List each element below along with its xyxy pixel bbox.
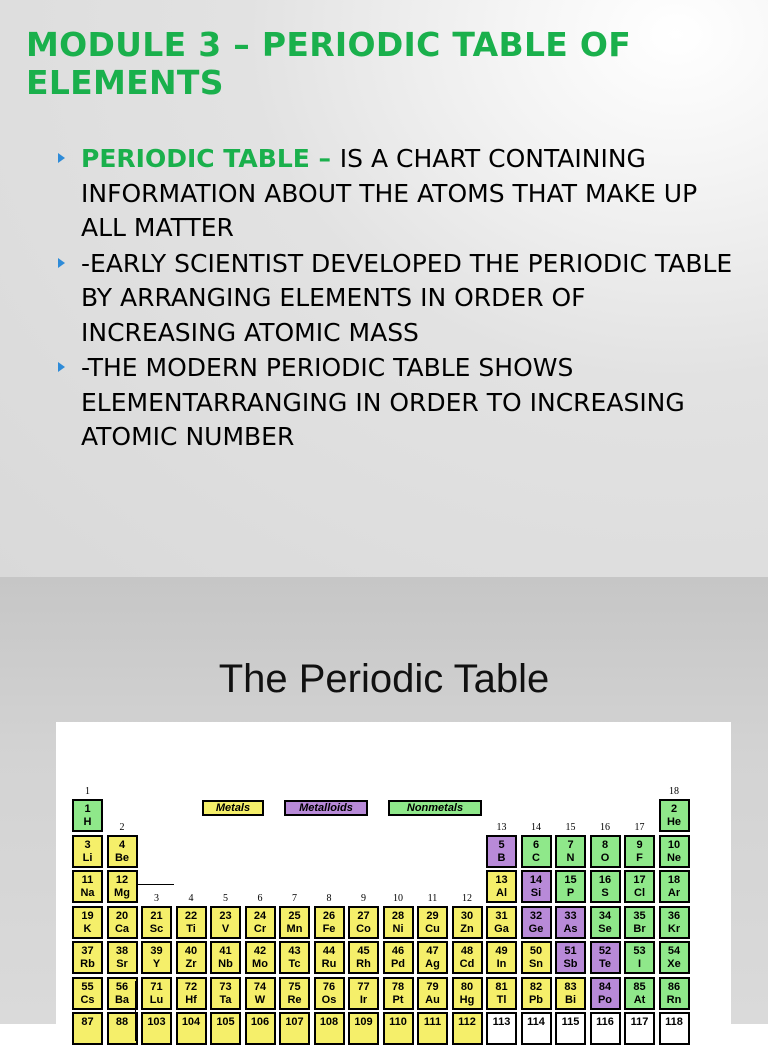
element-cell [314, 941, 345, 974]
element-symbol: Ta [219, 993, 232, 1006]
element-symbol: Co [356, 922, 371, 935]
atomic-number: 43 [288, 945, 301, 957]
element-cell [107, 1012, 138, 1045]
atomic-number: 12 [115, 874, 129, 886]
atomic-number: 106 [250, 1016, 270, 1028]
element-symbol: B [497, 851, 506, 864]
element-cell [348, 977, 379, 1010]
atomic-number: 76 [322, 980, 336, 993]
element-cell [624, 870, 655, 903]
atomic-number: 44 [322, 945, 336, 957]
element-symbol: Sn [528, 958, 544, 970]
element-cell [141, 1012, 172, 1045]
element-cell [314, 977, 345, 1010]
group-number: 6 [257, 892, 263, 904]
element-symbol: O [600, 851, 610, 864]
atomic-number: 15 [564, 874, 577, 886]
atomic-number: 35 [633, 909, 646, 922]
element-cell [210, 977, 241, 1010]
lanthanide-connector [135, 981, 136, 1041]
element-cell [417, 977, 448, 1010]
element-symbol: Ga [494, 922, 509, 935]
element-cell [452, 977, 483, 1010]
atomic-number: 117 [630, 1016, 649, 1028]
group-number: 18 [669, 786, 679, 797]
element-symbol: Be [114, 851, 130, 864]
atomic-number: 54 [667, 945, 681, 957]
element-cell [486, 977, 517, 1010]
group-number: 13 [496, 821, 507, 833]
element-cell [452, 1012, 483, 1045]
element-symbol: K [83, 922, 92, 935]
atomic-number: 25 [288, 909, 301, 922]
atomic-number: 14 [529, 874, 543, 886]
atomic-number: 107 [285, 1016, 304, 1028]
element-cell [279, 906, 310, 939]
element-cell [72, 799, 103, 832]
element-symbol: Ru [321, 958, 337, 970]
bullet-item [58, 351, 748, 455]
element-symbol: Na [80, 887, 95, 899]
group-number: 9 [361, 892, 366, 904]
element-symbol: Rb [80, 958, 95, 970]
atomic-number: 75 [288, 980, 301, 993]
atomic-number: 21 [150, 909, 163, 922]
element-cell [72, 835, 103, 868]
atomic-number: 83 [564, 980, 577, 993]
element-cell [521, 906, 552, 939]
element-cell [624, 835, 655, 868]
atomic-number: 46 [391, 945, 405, 957]
element-cell [348, 906, 379, 939]
element-cell [590, 977, 621, 1010]
atomic-number: 71 [150, 980, 163, 993]
atomic-number: 9 [636, 838, 643, 851]
element-symbol: Zn [460, 922, 474, 935]
atomic-number: 11 [81, 874, 94, 886]
element-cell [521, 870, 552, 903]
element-symbol: Cd [459, 958, 475, 970]
atomic-number: 85 [633, 980, 646, 993]
element-cell [107, 835, 138, 868]
element-cell [555, 906, 586, 939]
element-cell [176, 941, 207, 974]
element-symbol: W [254, 993, 266, 1006]
atomic-number: 45 [357, 945, 370, 957]
element-cell [348, 1012, 379, 1045]
element-cell [141, 941, 172, 974]
atomic-number: 109 [354, 1016, 373, 1028]
element-symbol: Xe [667, 958, 681, 970]
atomic-number: 113 [492, 1016, 511, 1028]
atomic-number: 13 [495, 874, 508, 886]
element-cell [624, 906, 655, 939]
atomic-number: 22 [184, 909, 198, 922]
element-cell [590, 870, 621, 903]
element-symbol: Sc [149, 922, 164, 935]
group-number: 16 [600, 821, 610, 833]
element-cell [486, 835, 517, 868]
atomic-number: 49 [495, 945, 508, 957]
bullet-text: -THE MODERN PERIODIC TABLE SHOWS ELEMENTARRANGING IN ORDER TO INCREASING ATOMIC NUMBER [81, 353, 685, 451]
element-cell [279, 977, 310, 1010]
atomic-number: 81 [495, 980, 508, 993]
bullet-arrow-icon [58, 258, 65, 268]
element-cell [452, 906, 483, 939]
element-cell [486, 870, 517, 903]
element-symbol: Te [598, 958, 612, 970]
element-symbol: Rh [356, 958, 371, 970]
element-symbol: Mo [252, 958, 268, 970]
element-cell [486, 1012, 517, 1045]
element-cell [107, 906, 138, 939]
element-symbol: Pd [390, 958, 406, 970]
atomic-number: 42 [253, 945, 267, 957]
element-cell [107, 870, 138, 903]
atomic-number: 31 [495, 909, 508, 922]
atomic-number: 38 [115, 945, 129, 957]
element-symbol: C [532, 851, 540, 864]
atomic-number: 87 [81, 1016, 94, 1028]
bullet-arrow-icon [58, 153, 65, 163]
element-cell [279, 941, 310, 974]
group3-bracket [138, 884, 175, 885]
bullet-text: -EARLY SCIENTIST DEVELOPED THE PERIODIC TABLE BY ARRANGING ELEMENTS IN ORDER OF INCREASING ATOMIC MASS [81, 248, 733, 347]
element-cell [659, 870, 690, 903]
atomic-number: 36 [667, 909, 681, 922]
element-cell [521, 977, 552, 1010]
bullet-item [58, 247, 748, 351]
element-symbol: Cr [253, 922, 267, 935]
atomic-number: 16 [598, 874, 612, 886]
atomic-number: 33 [564, 909, 577, 922]
element-cell [176, 1012, 207, 1045]
atomic-number: 19 [81, 909, 94, 922]
atomic-number: 86 [667, 980, 681, 993]
element-symbol: Cl [634, 887, 645, 899]
element-symbol: Sr [116, 958, 128, 970]
atomic-number: 110 [389, 1016, 407, 1028]
element-symbol: F [636, 851, 643, 864]
element-symbol: I [637, 958, 642, 970]
bullet-text: IS A CHART CONTAINING INFORMATION ABOUT THE ATOMS THAT MAKE UP ALL MATTER [81, 144, 698, 242]
element-cell [659, 1012, 690, 1045]
element-symbol: Al [496, 887, 507, 899]
atomic-number: 41 [219, 945, 232, 957]
element-cell [590, 835, 621, 868]
atomic-number: 40 [184, 945, 198, 957]
atomic-number: 17 [633, 874, 646, 886]
element-symbol: Ba [114, 993, 130, 1006]
element-symbol: Nb [218, 958, 233, 970]
atomic-number: 26 [322, 909, 336, 922]
element-cell [210, 1012, 241, 1045]
element-cell [555, 977, 586, 1010]
element-symbol: Rn [666, 993, 682, 1006]
periodic-table-title: The Periodic Table [218, 657, 550, 701]
atomic-number: 29 [426, 909, 439, 922]
legend-nonmetals: Nonmetals [388, 800, 482, 816]
element-cell [659, 941, 690, 974]
element-cell [107, 977, 138, 1010]
atomic-number: 37 [81, 945, 94, 957]
atomic-number: 8 [601, 838, 609, 851]
bullet-arrow-icon [58, 362, 65, 372]
element-symbol: Ne [666, 851, 682, 864]
atomic-number: 104 [181, 1016, 201, 1028]
atomic-number: 55 [81, 980, 94, 993]
element-cell [417, 941, 448, 974]
element-symbol: As [563, 922, 578, 935]
element-symbol: Lu [149, 993, 164, 1006]
group-number: 2 [119, 821, 125, 833]
element-cell [245, 906, 276, 939]
element-cell [555, 870, 586, 903]
element-cell [72, 941, 103, 974]
element-cell [72, 1012, 103, 1045]
atomic-number: 111 [423, 1016, 442, 1028]
element-symbol: Ni [392, 922, 404, 935]
element-symbol: Li [82, 851, 93, 864]
element-cell [590, 941, 621, 974]
atomic-number: 27 [357, 909, 370, 922]
element-symbol: Ti [186, 922, 196, 935]
element-symbol: Zr [185, 958, 197, 970]
atomic-number: 115 [561, 1016, 580, 1028]
element-symbol: Re [287, 993, 302, 1006]
element-symbol: Tc [288, 958, 301, 970]
atomic-number: 6 [532, 838, 540, 851]
atomic-number: 112 [458, 1016, 476, 1028]
group-number: 3 [154, 892, 159, 904]
atomic-number: 28 [391, 909, 405, 922]
element-symbol: Bi [565, 993, 576, 1006]
element-cell [590, 906, 621, 939]
element-symbol: N [566, 851, 575, 864]
atomic-number: 103 [147, 1016, 166, 1028]
element-cell [624, 977, 655, 1010]
group-number: 11 [427, 892, 438, 904]
element-symbol: Ge [528, 922, 544, 935]
element-symbol: Hg [459, 993, 475, 1006]
atomic-number: 77 [357, 980, 370, 993]
atomic-number: 105 [216, 1016, 235, 1028]
element-cell [659, 977, 690, 1010]
atomic-number: 79 [426, 980, 439, 993]
atomic-number: 39 [150, 945, 163, 957]
element-cell [417, 1012, 448, 1045]
atomic-number: 73 [219, 980, 232, 993]
element-symbol: Se [598, 922, 612, 935]
element-symbol: Cs [80, 993, 95, 1006]
element-symbol: At [633, 993, 646, 1006]
element-symbol: P [566, 887, 575, 899]
element-cell [348, 941, 379, 974]
element-cell [521, 835, 552, 868]
element-cell [279, 1012, 310, 1045]
group-number: 4 [188, 892, 194, 904]
atomic-number: 7 [567, 838, 574, 851]
element-cell [624, 1012, 655, 1045]
atomic-number: 52 [598, 945, 612, 957]
element-cell [107, 941, 138, 974]
element-cell [659, 906, 690, 939]
atomic-number: 51 [564, 945, 577, 957]
element-symbol: Au [425, 993, 440, 1006]
group-number: 7 [292, 892, 297, 904]
element-symbol: Tl [496, 993, 507, 1006]
element-symbol: Cu [425, 922, 440, 935]
element-symbol: He [666, 816, 682, 828]
element-symbol: H [83, 816, 92, 828]
element-cell [486, 941, 517, 974]
element-cell [383, 906, 414, 939]
group-number: 1 [85, 786, 90, 797]
group-number: 10 [393, 892, 403, 904]
atomic-number: 82 [529, 980, 543, 993]
element-symbol: Ca [114, 922, 130, 935]
atomic-number: 78 [391, 980, 405, 993]
element-symbol: Pt [392, 993, 404, 1006]
atomic-number: 56 [115, 980, 129, 993]
group-number: 17 [634, 821, 645, 833]
atomic-number: 32 [529, 909, 543, 922]
atomic-number: 72 [184, 980, 198, 993]
element-symbol: Ar [667, 887, 681, 899]
element-symbol: Fe [322, 922, 336, 935]
element-cell [245, 977, 276, 1010]
atomic-number: 108 [319, 1016, 339, 1028]
atomic-number: 1 [84, 803, 91, 815]
element-symbol: V [221, 922, 230, 935]
atomic-number: 2 [670, 803, 678, 815]
element-cell [210, 906, 241, 939]
element-symbol: Pb [528, 993, 544, 1006]
element-cell [314, 906, 345, 939]
group-number: 5 [223, 892, 228, 904]
element-cell [314, 1012, 345, 1045]
atomic-number: 53 [633, 945, 646, 957]
element-cell [659, 799, 690, 832]
atomic-number: 24 [253, 909, 267, 922]
periodic-table [56, 722, 731, 1028]
slide-2 [0, 577, 768, 1028]
atomic-number: 48 [460, 945, 474, 957]
element-cell [555, 941, 586, 974]
element-symbol: In [496, 958, 507, 970]
element-cell [72, 977, 103, 1010]
element-symbol: Si [530, 887, 542, 899]
atomic-number: 114 [527, 1016, 545, 1028]
element-cell [555, 1012, 586, 1045]
atomic-number: 5 [498, 838, 505, 851]
atomic-number: 47 [426, 945, 439, 957]
group-number: 12 [462, 892, 472, 904]
atomic-number: 34 [598, 909, 612, 922]
element-symbol: Br [633, 922, 646, 935]
element-symbol: Po [597, 993, 613, 1006]
atomic-number: 4 [118, 838, 126, 851]
element-symbol: Mg [114, 887, 130, 899]
element-cell [245, 941, 276, 974]
element-cell [141, 977, 172, 1010]
element-symbol: Ir [359, 993, 368, 1006]
element-cell [210, 941, 241, 974]
element-cell [555, 835, 586, 868]
group-number: 14 [531, 821, 541, 833]
element-cell [176, 906, 207, 939]
element-symbol: Ag [425, 958, 440, 970]
element-symbol: Sb [563, 958, 578, 970]
element-cell [521, 941, 552, 974]
group-number: 8 [326, 892, 332, 904]
element-symbol: Y [152, 958, 161, 970]
atomic-number: 23 [219, 909, 232, 922]
bullet-term: PERIODIC TABLE – [81, 144, 340, 173]
element-symbol: S [601, 887, 609, 899]
element-cell [590, 1012, 621, 1045]
atomic-number: 118 [665, 1016, 683, 1028]
element-cell [383, 1012, 414, 1045]
slide-title: MODULE 3 – PERIODIC TABLE OF ELEMENTS [26, 25, 632, 102]
element-cell [486, 906, 517, 939]
element-symbol: Kr [667, 922, 681, 935]
atomic-number: 74 [253, 980, 267, 993]
element-cell [383, 941, 414, 974]
atomic-number: 80 [460, 980, 474, 993]
element-cell [72, 906, 103, 939]
element-cell [383, 977, 414, 1010]
atomic-number: 3 [84, 838, 91, 851]
atomic-number: 116 [596, 1016, 614, 1028]
element-cell [452, 941, 483, 974]
atomic-number: 84 [598, 980, 612, 993]
atomic-number: 30 [460, 909, 474, 922]
element-cell [659, 835, 690, 868]
bullet-item [58, 142, 748, 246]
bullet-list [58, 142, 748, 456]
element-cell [417, 906, 448, 939]
element-cell [176, 977, 207, 1010]
element-symbol: Os [321, 993, 337, 1006]
element-cell [72, 870, 103, 903]
legend-metals: Metals [202, 800, 264, 816]
element-symbol: Mn [286, 922, 303, 935]
group-number: 15 [565, 821, 576, 833]
atomic-number: 88 [115, 1016, 129, 1028]
element-cell [245, 1012, 276, 1045]
element-cell [624, 941, 655, 974]
element-symbol: Hf [185, 993, 197, 1006]
atomic-number: 50 [529, 945, 543, 957]
atomic-number: 20 [115, 909, 129, 922]
element-cell [521, 1012, 552, 1045]
atomic-number: 10 [667, 838, 681, 851]
atomic-number: 18 [667, 874, 681, 886]
legend-metalloids: Metalloids [284, 800, 368, 816]
element-cell [141, 906, 172, 939]
